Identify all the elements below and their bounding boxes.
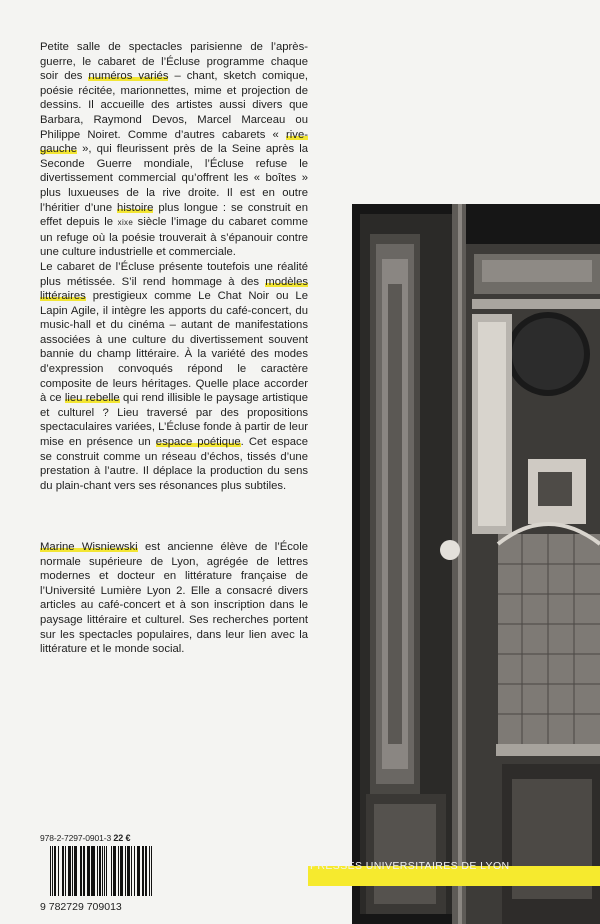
back-cover-text [40,40,308,493]
price: 22 € [113,833,131,843]
barcode-bar [93,846,94,896]
door-illustration [352,204,600,924]
barcode-digits: 9 782729 709013 [40,901,122,912]
barcode-bar [69,846,70,896]
barcode-bar [63,846,64,896]
barcode-bar [118,846,119,896]
highlight-espace-poetique: espace poétique [155,436,241,449]
barcode-bar [127,846,128,896]
barcode-bar [76,846,77,896]
cover-photo-door [352,204,600,924]
isbn-number: 978-2-7297-0901-3 [40,833,112,843]
barcode-bar [128,846,129,896]
barcode-bar [102,846,103,896]
paragraph-2: Le cabaret de l’Écluse présente toutefois une réalité plus métissée. S’il rend hommage à des modèles littéraires prestigieux comme Le Chat Noir ou Le Lapin Agile, il intègre les apports du café-concert, du music-hall et du cinéma – autant de manifestations associées à une culture du divertissement souvent bannie du champ littéraire. À la variété des modes d’expression convoqués répond le caractère composite de leurs héritages. Quelle place accorder à ce lieu rebelle qui rend illisible le paysage artistique et culturel ? Lieu traversé par des propositions spectaculaires variées, L’Écluse fonde à partir de leur mise en présence un espace poétique. Cet espace se construit comme un réseau d’échos, tissés d’une prestation à l’autre. Il déplace la production du sens du plain-chant vers ses résonances plus subtiles. [40,260,308,492]
highlight-rive-gauche: rive-gauche [40,128,308,156]
barcode [40,846,158,912]
publisher-name: PRESSES UNIVERSITAIRES DE LYON [310,860,510,872]
barcode-bar [131,846,132,896]
paragraph-1: Petite salle de spectacles parisienne de l’après-guerre, le cabaret de l’Écluse programme chaque soir des numéros variés – chant, sketch comique, poésie récitée, marionnettes, mime et projection de dessins. Il accueille des artistes aussi divers que Barbara, Raymond Devos, Marcel Marceau ou Philippe Noiret. Comme d’autres cabarets « rive-gauche », qui fleurissent près de la Seine après la Seconde Guerre mondiale, l’Écluse refuse le divertissement commercial qu’offrent les « boîtes » plus luxueuses de la rive droite. Il est en outre l’héritier d’une histoire plus longue : se construit en effet depuis le xixe siècle l’image du cabaret comme un refuge où la poésie trouverait à s’épanouir contre une culture industrielle et commerciale. [40,41,309,259]
barcode-bar [80,846,81,896]
barcode-bar [94,846,95,896]
barcode-bar [81,846,82,896]
highlight-modeles-litteraires: modèles littéraires [40,275,308,303]
highlight-lieu-rebelle: lieu rebelle [64,392,120,405]
barcode-bar [120,846,121,896]
barcode-bar [149,846,150,896]
barcode-bar [91,846,92,896]
author-name: Marine Wisniewski [40,541,138,553]
barcode-bar [97,846,98,896]
century-numeral: xixe [117,218,134,228]
barcode-bar [75,846,76,896]
barcode-bar [100,846,101,896]
barcode-bar [83,846,84,896]
barcode-bar [52,846,53,896]
barcode-bar [113,846,114,896]
isbn-price [40,833,130,843]
author-bio [40,540,308,657]
barcode-bar [129,846,130,896]
barcode-bar [50,846,51,896]
barcode-bar [99,846,100,896]
barcode-bar [87,846,88,896]
barcode-bar [146,846,147,896]
barcode-bar [145,846,146,896]
barcode-bar [142,846,143,896]
barcode-bar [89,846,90,896]
barcode-bar [92,846,93,896]
barcode-bar [55,846,56,896]
barcode-bar [122,846,123,896]
barcode-bar [114,846,115,896]
barcode-bar [70,846,71,896]
barcode-bar [88,846,89,896]
barcode-bar [134,846,135,896]
barcode-bar [74,846,75,896]
barcode-bar [72,846,73,896]
barcode-bar [54,846,55,896]
barcode-bar [62,846,63,896]
barcode-bar [65,846,66,896]
barcode-bar [151,846,152,896]
barcode-bar [139,846,140,896]
barcode-bar [143,846,144,896]
barcode-bar [106,846,107,896]
barcode-bars [50,846,152,896]
barcode-bar [125,846,126,896]
barcode-bar [137,846,138,896]
barcode-bar [68,846,69,896]
author-bio-text: est ancienne élève de l’École normale supérieure de Lyon, agrégée de lettres modernes et docteur en littérature française de l’Université Lumière Lyon 2. Elle a consacré divers articles au café-concert et à son inscription dans le paysage littéraire et culturel. Ses recherches portent sur les spectacles populaires, dans leur lien avec la littérature et le monde social. [40,541,309,656]
barcode-bar [58,846,59,896]
barcode-bar [115,846,116,896]
barcode-bar [121,846,122,896]
barcode-bar [104,846,105,896]
barcode-bar [111,846,112,896]
barcode-bar [138,846,139,896]
barcode-bar [84,846,85,896]
highlight-histoire: histoire [117,201,154,214]
highlight-numeros-varies: numéros variés [88,70,169,83]
